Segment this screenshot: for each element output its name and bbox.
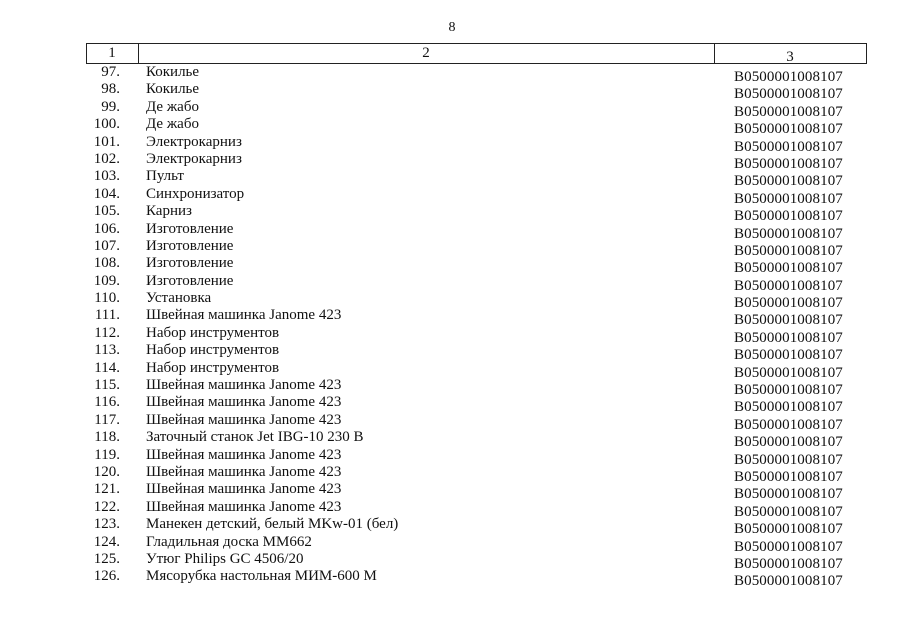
item-code: В0500001008107 xyxy=(734,382,843,399)
row-number: 104. xyxy=(93,185,120,202)
row-number: 120. xyxy=(93,463,120,480)
item-code: В0500001008107 xyxy=(734,503,843,520)
table-row xyxy=(0,81,905,103)
table-row xyxy=(0,446,905,468)
table-body xyxy=(0,64,905,590)
row-number: 119. xyxy=(94,446,120,463)
table-row xyxy=(0,568,905,590)
item-code: В0500001008107 xyxy=(734,190,843,207)
item-name: Швейная машинка Janome 423 xyxy=(146,377,342,394)
row-number: 106. xyxy=(93,220,120,237)
item-name: Электрокарниз xyxy=(146,133,242,150)
table-row xyxy=(0,150,905,172)
item-code: В0500001008107 xyxy=(734,416,843,433)
row-number: 122. xyxy=(93,498,120,515)
item-name: Мясорубка настольная МИМ-600 М xyxy=(146,568,377,585)
item-name: Синхронизатор xyxy=(146,185,245,202)
row-number: 115. xyxy=(94,377,120,394)
item-code: В0500001008107 xyxy=(734,138,843,155)
row-number: 121. xyxy=(93,481,120,498)
table-header xyxy=(86,43,867,64)
row-number: 113. xyxy=(94,342,120,359)
item-name: Утюг Philips GC 4506/20 xyxy=(146,550,304,567)
item-name: Кокилье xyxy=(146,64,200,80)
item-name: Набор инструментов xyxy=(146,359,280,376)
item-name: Швейная машинка Janome 423 xyxy=(146,394,342,411)
header-divider-right xyxy=(866,43,867,64)
item-code: В0500001008107 xyxy=(734,103,843,120)
table-row xyxy=(0,255,905,277)
item-code: В0500001008107 xyxy=(734,451,843,468)
header-top-rule xyxy=(86,43,867,44)
item-name: Швейная машинка Janome 423 xyxy=(146,446,342,463)
row-number: 111. xyxy=(94,307,120,324)
row-number: 109. xyxy=(93,272,120,289)
row-number: 124. xyxy=(93,533,120,550)
item-name: Изготовление xyxy=(146,255,234,272)
item-code: В0500001008107 xyxy=(734,225,843,242)
table-row xyxy=(0,220,905,242)
item-name: Гладильная доска ММ662 xyxy=(146,533,312,550)
item-code: В0500001008107 xyxy=(734,434,843,451)
item-code: В0500001008107 xyxy=(734,86,843,103)
item-code: В0500001008107 xyxy=(734,347,843,364)
item-code: В0500001008107 xyxy=(734,69,843,85)
row-number: 105. xyxy=(93,203,120,220)
row-number: 112. xyxy=(94,324,120,341)
table-row xyxy=(0,185,905,207)
item-name: Швейная машинка Janome 423 xyxy=(146,463,342,480)
item-name: Электрокарниз xyxy=(146,150,242,167)
row-number: 118. xyxy=(94,429,120,446)
row-number: 101. xyxy=(93,133,120,150)
item-code: В0500001008107 xyxy=(734,295,843,312)
item-name: Де жабо xyxy=(146,116,199,133)
table-row xyxy=(0,116,905,138)
item-name: Пульт xyxy=(146,168,184,185)
table-row xyxy=(0,133,905,155)
row-number: 98. xyxy=(101,81,120,98)
row-number: 100. xyxy=(93,116,120,133)
row-number: 114. xyxy=(94,359,120,376)
table-row xyxy=(0,307,905,329)
table-row xyxy=(0,98,905,120)
item-name: Швейная машинка Janome 423 xyxy=(146,411,342,428)
item-name: Заточный станок Jet IBG-10 230 В xyxy=(146,429,364,446)
item-code: В0500001008107 xyxy=(734,364,843,381)
column-header-3: 3 xyxy=(786,49,794,65)
row-number: 116. xyxy=(94,394,120,411)
item-name: Изготовление xyxy=(146,272,234,289)
table-row xyxy=(0,481,905,503)
item-name: Швейная машинка Janome 423 xyxy=(146,481,342,498)
item-name: Набор инструментов xyxy=(146,342,280,359)
column-header-2: 2 xyxy=(422,45,430,61)
table-row xyxy=(0,411,905,433)
table-row xyxy=(0,516,905,538)
item-code: В0500001008107 xyxy=(734,121,843,138)
table-row xyxy=(0,550,905,572)
item-code: В0500001008107 xyxy=(734,208,843,225)
item-name: Швейная машинка Janome 423 xyxy=(146,498,342,515)
item-code: В0500001008107 xyxy=(734,399,843,416)
item-code: В0500001008107 xyxy=(734,555,843,572)
item-name: Де жабо xyxy=(146,98,199,115)
item-code: В0500001008107 xyxy=(734,486,843,503)
item-code: В0500001008107 xyxy=(734,312,843,329)
item-name: Изготовление xyxy=(146,220,234,237)
table-row xyxy=(0,272,905,294)
item-code: В0500001008107 xyxy=(734,521,843,538)
item-code: В0500001008107 xyxy=(734,573,843,590)
item-code: В0500001008107 xyxy=(734,277,843,294)
table-row xyxy=(0,463,905,485)
item-code: В0500001008107 xyxy=(734,242,843,259)
table-row xyxy=(0,237,905,259)
row-number: 99. xyxy=(101,98,120,115)
item-name: Карниз xyxy=(146,203,192,220)
item-name: Манекен детский, белый MKw-01 (бел) xyxy=(146,516,399,533)
row-number: 126. xyxy=(93,568,120,585)
table-row xyxy=(0,168,905,190)
table-row xyxy=(0,290,905,312)
item-code: В0500001008107 xyxy=(734,329,843,346)
column-header-1: 1 xyxy=(108,45,116,61)
item-code: В0500001008107 xyxy=(734,155,843,172)
table-row xyxy=(0,324,905,346)
item-name: Набор инструментов xyxy=(146,324,280,341)
item-name: Швейная машинка Janome 423 xyxy=(146,307,342,324)
table-row xyxy=(0,394,905,416)
item-code: В0500001008107 xyxy=(734,260,843,277)
item-code: В0500001008107 xyxy=(734,468,843,485)
item-code: В0500001008107 xyxy=(734,538,843,555)
row-number: 97. xyxy=(101,64,120,80)
row-number: 110. xyxy=(94,290,120,307)
table-row xyxy=(0,498,905,520)
table-row xyxy=(0,533,905,555)
row-number: 102. xyxy=(93,150,120,167)
item-name: Установка xyxy=(146,290,212,307)
row-number: 117. xyxy=(94,411,120,428)
row-number: 107. xyxy=(93,237,120,254)
item-name: Изготовление xyxy=(146,237,234,254)
table-row xyxy=(0,64,905,85)
page-number: 8 xyxy=(448,20,456,35)
table-row xyxy=(0,359,905,381)
row-number: 103. xyxy=(93,168,120,185)
item-name: Кокилье xyxy=(146,81,200,98)
table-row xyxy=(0,377,905,399)
item-code: В0500001008107 xyxy=(734,173,843,190)
table-row xyxy=(0,342,905,364)
table-row xyxy=(0,429,905,451)
row-number: 108. xyxy=(93,255,120,272)
row-number: 123. xyxy=(93,516,120,533)
table-row xyxy=(0,203,905,225)
row-number: 125. xyxy=(93,550,120,567)
